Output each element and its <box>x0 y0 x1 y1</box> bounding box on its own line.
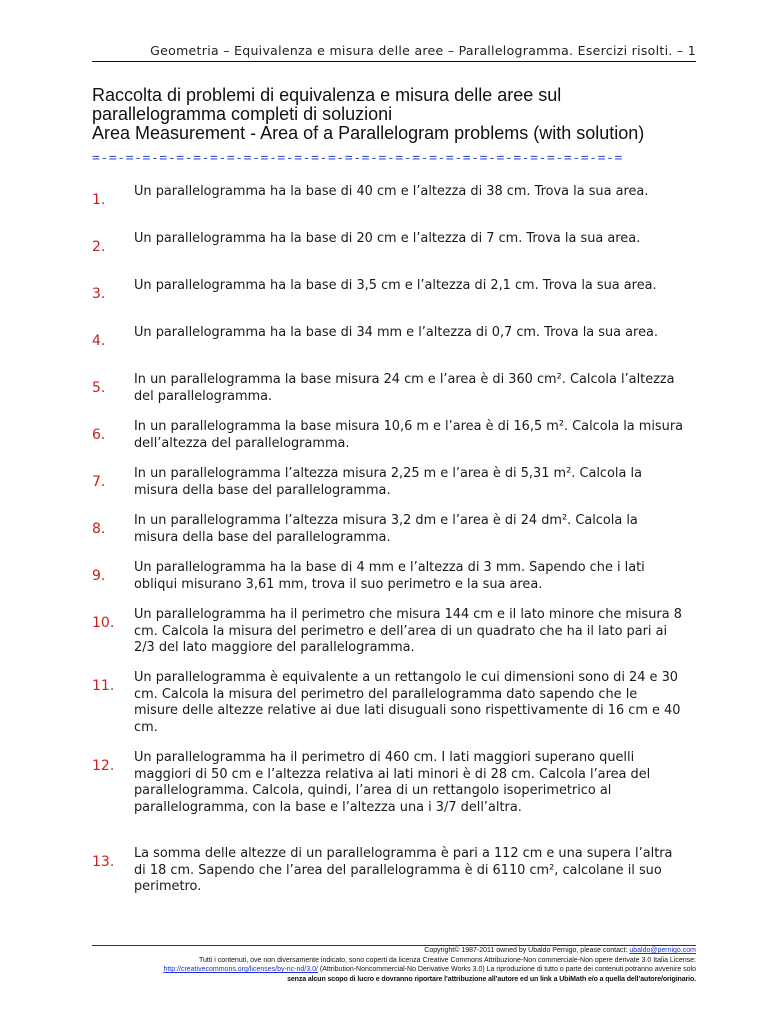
problem-number: 1. <box>92 192 106 208</box>
problem-text: Un parallelogramma ha la base di 34 mm e l’altezza di 0,7 cm. Trova la sua area. <box>134 325 658 340</box>
title-line-2: parallelogramma completi di soluzioni <box>92 104 393 124</box>
problem-text: In un parallelogramma l’altezza misura 3,2 dm e l’area è di 24 dm². Calcola la misura della base del parallelogramma. <box>134 513 638 545</box>
problem-text: Un parallelogramma ha la base di 20 cm e l’altezza di 7 cm. Trova la sua area. <box>134 231 641 246</box>
document-title <box>92 86 702 143</box>
problem-number: 6. <box>92 427 106 443</box>
problem-number: 7. <box>92 474 106 490</box>
problem-number: 4. <box>92 333 106 349</box>
problem-number: 8. <box>92 521 106 537</box>
problem-number: 13. <box>92 854 115 870</box>
problem-text: Un parallelogramma è equivalente a un rettangolo le cui dimensioni sono di 24 e 30 cm. Calcola la misura del perimetro del parallelogramma dato sapendo che le misure delle altezze relative ai due lati disuguali sono rispettivamente di 16 cm e 40 cm. <box>134 670 681 735</box>
problem-number: 10. <box>92 615 115 631</box>
running-header: Geometria – Equivalenza e misura delle aree – Parallelogramma. Esercizi risolti. – 1 <box>150 43 696 58</box>
header-rule <box>92 61 696 62</box>
problem-text: Un parallelogramma ha il perimetro che misura 144 cm e il lato minore che misura 8 cm. Calcola la misura del perimetro e dell’area di un quadrato che ha il lato pari ai 2/3 del lato maggiore del parallelogramma. <box>134 607 682 655</box>
license-link[interactable]: http://creativecommons.org/licenses/by-nc-nd/3.0/ <box>163 966 318 973</box>
problem-text: In un parallelogramma la base misura 10,6 m e l’area è di 16,5 m². Calcola la misura dell’altezza del parallelogramma. <box>134 419 684 451</box>
title-line-3: Area Measurement - Area of a Parallelogram problems (with solution) <box>92 123 645 143</box>
title-line-1: Raccolta di problemi di equivalenza e misura delle aree sul <box>92 85 562 105</box>
problem-text: Un parallelogramma ha la base di 3,5 cm e l’altezza di 2,1 cm. Trova la sua area. <box>134 278 657 293</box>
problem-text: In un parallelogramma la base misura 24 cm e l’area è di 360 cm². Calcola l’altezza del parallelogramma. <box>134 372 675 404</box>
license-url-line: http://creativecommons.org/licenses/by-nc-nd/3.0/ (Attribution-Noncommercial-No Derivative Works 3.0) La riproduzione di tutto o parte dei contenuti potranno avvenire solo <box>163 966 696 973</box>
problem-text: Un parallelogramma ha la base di 40 cm e l’altezza di 38 cm. Trova la sua area. <box>134 184 649 199</box>
license-footer <box>92 946 696 984</box>
problem-text: Un parallelogramma ha il perimetro di 460 cm. I lati maggiori superano quelli maggiori di 50 cm e l’altezza relativa ai lati minori è di 28 cm. Calcola l’area del parallelogramma. Calcola, quindi, l’area di un rettangolo isoperimetrico al parallelogramma, con la base e l’altezza una i 3/7 dell’altra. <box>134 750 651 815</box>
problem-number: 3. <box>92 286 106 302</box>
problem-text: Un parallelogramma ha la base di 4 mm e l’altezza di 3 mm. Sapendo che i lati obliqui misurano 3,61 mm, trova il suo perimetro e la sua area. <box>134 560 645 592</box>
problem-number: 9. <box>92 568 106 584</box>
problem-text: La somma delle altezze di un parallelogramma è pari a 112 cm e una supera l’altra di 18 cm. Sapendo che l’area del parallelogramma è di 6110 cm², calcolane il suo perimetro. <box>134 846 673 894</box>
email-link[interactable]: ubaldo@pernigo.com <box>629 947 696 954</box>
problem-number: 11. <box>92 678 115 694</box>
attribution-line: senza alcun scopo di lucro e dovranno riportare l’attribuzione all’autore ed un link a UbiMath e/o a quella dell’autore/originario. <box>287 975 696 983</box>
license-line: Tutti i contenuti, ove non diversamente indicato, sono coperti da licenza Creative Commons Attribuzione-Non commerciale-Non opere derivate 3.0 Italia License: <box>199 956 696 964</box>
problem-number: 2. <box>92 239 106 255</box>
separator-line: =-=-=-=-=-=-=-=-=-=-=-=-=-=-=-=-=-=-=-=-=-=-=-=-=-=-=-=-=-=-=-= <box>92 151 623 166</box>
copyright-line: Copyright© 1987-2011 owned by Ubaldo Pernigo, please contact: ubaldo@pernigo.com <box>424 947 696 954</box>
problem-text: In un parallelogramma l’altezza misura 2,25 m e l’area è di 5,31 m². Calcola la misura della base del parallelogramma. <box>134 466 642 498</box>
problem-number: 12. <box>92 758 115 774</box>
problem-number: 5. <box>92 380 106 396</box>
